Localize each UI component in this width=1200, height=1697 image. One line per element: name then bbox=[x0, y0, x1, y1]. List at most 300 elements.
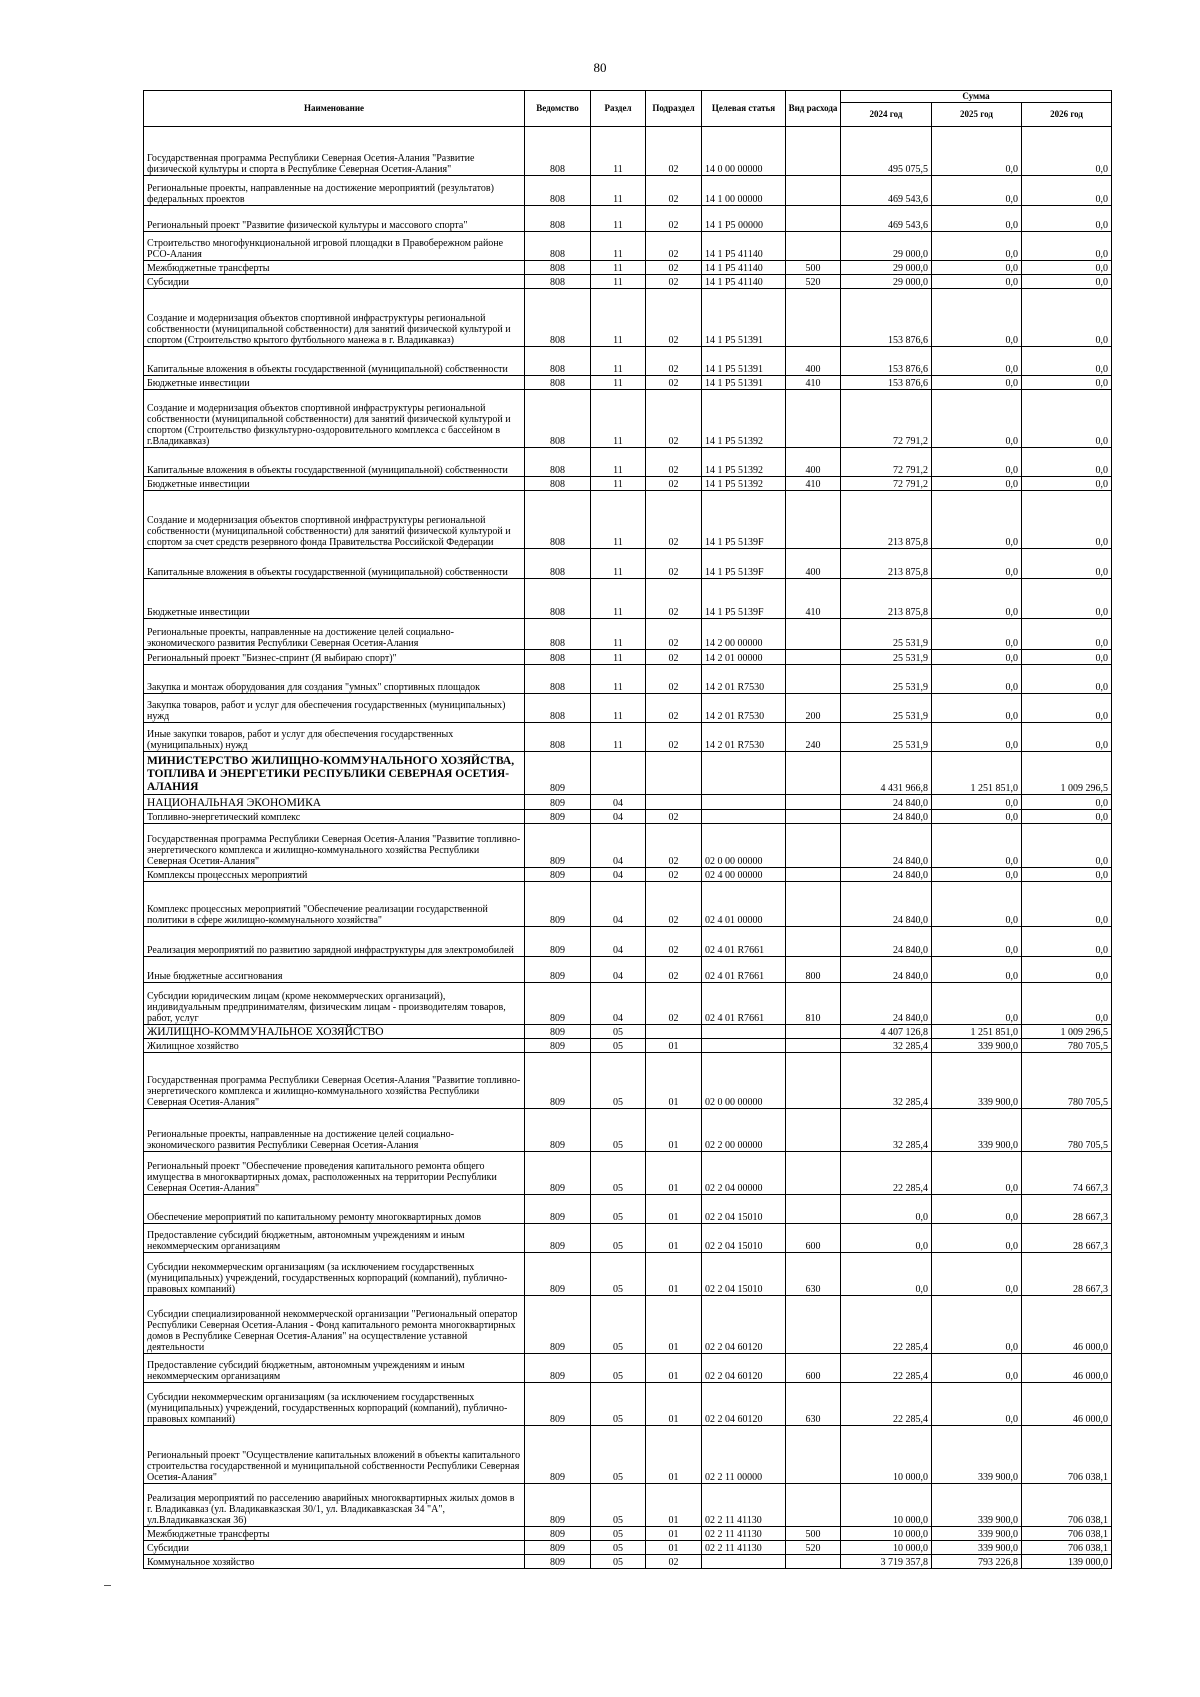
header-name: Наименование bbox=[144, 91, 525, 127]
row-razdel: 11 bbox=[591, 127, 646, 176]
row-name: Государственная программа Республики Северная Осетия-Алания "Развитие топливно-энергетического комплекса и жилищно-коммунального хозяйства Республики Северная Осетия-Алания" bbox=[144, 824, 525, 868]
row-sum-2025: 0,0 bbox=[932, 694, 1022, 723]
row-sum-2025: 0,0 bbox=[932, 275, 1022, 289]
row-target-article: 14 1 P5 41140 bbox=[702, 275, 786, 289]
row-sum-2025: 0,0 bbox=[932, 1224, 1022, 1253]
row-vedomstvo: 809 bbox=[525, 1152, 591, 1195]
row-sum-2024: 10 000,0 bbox=[841, 1527, 932, 1541]
row-sum-2024: 0,0 bbox=[841, 1224, 932, 1253]
row-name: Региональные проекты, направленные на достижение мероприятий (результатов) федеральных проектов bbox=[144, 176, 525, 206]
row-razdel: 11 bbox=[591, 448, 646, 477]
row-sum-2025: 0,0 bbox=[932, 665, 1022, 694]
row-razdel: 05 bbox=[591, 1354, 646, 1383]
row-sum-2025: 0,0 bbox=[932, 347, 1022, 376]
row-razdel: 04 bbox=[591, 957, 646, 983]
row-razdel: 04 bbox=[591, 795, 646, 810]
row-razdel: 05 bbox=[591, 1053, 646, 1109]
row-sum-2026: 0,0 bbox=[1022, 549, 1112, 579]
row-razdel: 11 bbox=[591, 549, 646, 579]
row-vedomstvo: 809 bbox=[525, 1053, 591, 1109]
row-sum-2026: 0,0 bbox=[1022, 390, 1112, 448]
row-name: Субсидии специализированной некоммерческой организации "Региональный оператор Республики Северная Осетия-Алания - Фонд капитального ремонта многоквартирных домов в Республике Северная Осетия-Алания" на осуществление уставной деятельности bbox=[144, 1296, 525, 1354]
row-podrazdel: 02 bbox=[646, 694, 702, 723]
row-sum-2024: 4 431 966,8 bbox=[841, 752, 932, 795]
row-podrazdel: 02 bbox=[646, 477, 702, 491]
row-name: Комплексы процессных мероприятий bbox=[144, 868, 525, 882]
table-row bbox=[144, 232, 1112, 261]
row-vedomstvo: 809 bbox=[525, 824, 591, 868]
row-name: Создание и модернизация объектов спортивной инфраструктуры региональной собственности (муниципальной собственности) для занятий физической культурой и спортом (Строительство крытого футбольного манежа в г. Владикавказ) bbox=[144, 289, 525, 347]
row-razdel: 04 bbox=[591, 810, 646, 824]
row-sum-2026: 0,0 bbox=[1022, 983, 1112, 1025]
row-expense-type bbox=[786, 868, 841, 882]
row-sum-2026: 706 038,1 bbox=[1022, 1527, 1112, 1541]
row-razdel: 11 bbox=[591, 206, 646, 232]
row-razdel: 05 bbox=[591, 1109, 646, 1152]
row-expense-type bbox=[786, 795, 841, 810]
row-sum-2025: 339 900,0 bbox=[932, 1109, 1022, 1152]
row-podrazdel: 02 bbox=[646, 549, 702, 579]
row-name: Комплекс процессных мероприятий "Обеспечение реализации государственной политики в сфере жилищно-коммунального хозяйства" bbox=[144, 882, 525, 927]
row-razdel: 05 bbox=[591, 1555, 646, 1569]
row-podrazdel: 02 bbox=[646, 261, 702, 275]
row-vedomstvo: 809 bbox=[525, 1025, 591, 1039]
row-expense-type bbox=[786, 665, 841, 694]
row-sum-2026: 46 000,0 bbox=[1022, 1296, 1112, 1354]
row-podrazdel: 01 bbox=[646, 1383, 702, 1426]
row-expense-type bbox=[786, 810, 841, 824]
row-expense-type bbox=[786, 1152, 841, 1195]
row-expense-type bbox=[786, 824, 841, 868]
row-podrazdel: 02 bbox=[646, 448, 702, 477]
row-sum-2025: 1 251 851,0 bbox=[932, 752, 1022, 795]
table-row bbox=[144, 1527, 1112, 1541]
row-podrazdel: 01 bbox=[646, 1039, 702, 1053]
row-expense-type: 630 bbox=[786, 1383, 841, 1426]
row-name: Государственная программа Республики Северная Осетия-Алания "Развитие физической культуры и спорта в Республике Северная Осетия-Алания" bbox=[144, 127, 525, 176]
row-name: Межбюджетные трансферты bbox=[144, 261, 525, 275]
row-target-article: 14 1 P5 41140 bbox=[702, 261, 786, 275]
row-target-article: 14 2 01 R7530 bbox=[702, 723, 786, 752]
row-sum-2025: 0,0 bbox=[932, 176, 1022, 206]
table-row bbox=[144, 376, 1112, 390]
table-row bbox=[144, 491, 1112, 549]
row-target-article bbox=[702, 1039, 786, 1053]
row-name: Реализация мероприятий по расселению аварийных многоквартирных жилых домов в г. Владикавказ (ул. Владикавказская 30/1, ул. Владикавказская 34 "А", ул.Владикавказская 36) bbox=[144, 1484, 525, 1527]
row-vedomstvo: 808 bbox=[525, 723, 591, 752]
row-sum-2024: 29 000,0 bbox=[841, 232, 932, 261]
row-target-article: 14 1 P5 00000 bbox=[702, 206, 786, 232]
row-vedomstvo: 809 bbox=[525, 1541, 591, 1555]
row-vedomstvo: 809 bbox=[525, 1354, 591, 1383]
row-expense-type bbox=[786, 1025, 841, 1039]
row-sum-2026: 780 705,5 bbox=[1022, 1109, 1112, 1152]
table-row bbox=[144, 289, 1112, 347]
row-expense-type bbox=[786, 206, 841, 232]
row-sum-2026: 28 667,3 bbox=[1022, 1195, 1112, 1224]
row-sum-2026: 780 705,5 bbox=[1022, 1039, 1112, 1053]
row-vedomstvo: 808 bbox=[525, 694, 591, 723]
row-razdel: 11 bbox=[591, 376, 646, 390]
row-expense-type: 410 bbox=[786, 477, 841, 491]
table-row bbox=[144, 927, 1112, 957]
row-target-article: 02 2 04 60120 bbox=[702, 1354, 786, 1383]
row-name: Капитальные вложения в объекты государственной (муниципальной) собственности bbox=[144, 549, 525, 579]
row-sum-2024: 29 000,0 bbox=[841, 275, 932, 289]
row-expense-type: 520 bbox=[786, 275, 841, 289]
row-sum-2024: 24 840,0 bbox=[841, 927, 932, 957]
table-row bbox=[144, 957, 1112, 983]
row-target-article: 02 2 00 00000 bbox=[702, 1109, 786, 1152]
row-sum-2025: 0,0 bbox=[932, 824, 1022, 868]
row-sum-2026: 74 667,3 bbox=[1022, 1152, 1112, 1195]
row-sum-2025: 793 226,8 bbox=[932, 1555, 1022, 1569]
row-vedomstvo: 808 bbox=[525, 665, 591, 694]
row-sum-2024: 25 531,9 bbox=[841, 723, 932, 752]
row-target-article: 02 4 01 R7661 bbox=[702, 927, 786, 957]
row-sum-2024: 24 840,0 bbox=[841, 795, 932, 810]
table-row bbox=[144, 1484, 1112, 1527]
row-razdel: 11 bbox=[591, 390, 646, 448]
row-sum-2024: 213 875,8 bbox=[841, 579, 932, 619]
row-sum-2024: 32 285,4 bbox=[841, 1039, 932, 1053]
row-sum-2025: 0,0 bbox=[932, 549, 1022, 579]
row-name: Региональные проекты, направленные на достижение целей социально-экономического развития Республики Северная Осетия-Алания bbox=[144, 619, 525, 650]
row-podrazdel: 01 bbox=[646, 1296, 702, 1354]
row-vedomstvo: 808 bbox=[525, 232, 591, 261]
table-row bbox=[144, 1195, 1112, 1224]
row-sum-2026: 0,0 bbox=[1022, 232, 1112, 261]
row-target-article: 14 1 P5 5139F bbox=[702, 549, 786, 579]
row-target-article: 14 1 P5 51391 bbox=[702, 376, 786, 390]
row-name: Межбюджетные трансферты bbox=[144, 1527, 525, 1541]
row-target-article bbox=[702, 1555, 786, 1569]
row-expense-type bbox=[786, 1039, 841, 1053]
row-podrazdel: 02 bbox=[646, 232, 702, 261]
row-vedomstvo: 809 bbox=[525, 1527, 591, 1541]
table-row bbox=[144, 1426, 1112, 1484]
table-row bbox=[144, 206, 1112, 232]
row-vedomstvo: 808 bbox=[525, 619, 591, 650]
row-sum-2024: 10 000,0 bbox=[841, 1484, 932, 1527]
row-expense-type bbox=[786, 289, 841, 347]
table-row bbox=[144, 868, 1112, 882]
row-sum-2025: 0,0 bbox=[932, 810, 1022, 824]
row-sum-2025: 0,0 bbox=[932, 1354, 1022, 1383]
row-expense-type bbox=[786, 176, 841, 206]
row-sum-2024: 22 285,4 bbox=[841, 1152, 932, 1195]
row-expense-type: 400 bbox=[786, 549, 841, 579]
row-vedomstvo: 809 bbox=[525, 1383, 591, 1426]
row-sum-2024: 72 791,2 bbox=[841, 477, 932, 491]
row-target-article: 02 2 11 41130 bbox=[702, 1541, 786, 1555]
row-sum-2025: 0,0 bbox=[932, 1152, 1022, 1195]
table-row bbox=[144, 390, 1112, 448]
row-vedomstvo: 808 bbox=[525, 390, 591, 448]
row-name: Бюджетные инвестиции bbox=[144, 579, 525, 619]
row-expense-type: 500 bbox=[786, 261, 841, 275]
row-sum-2026: 0,0 bbox=[1022, 448, 1112, 477]
row-sum-2026: 0,0 bbox=[1022, 579, 1112, 619]
row-name: Бюджетные инвестиции bbox=[144, 376, 525, 390]
row-sum-2025: 0,0 bbox=[932, 650, 1022, 665]
row-razdel: 05 bbox=[591, 1296, 646, 1354]
row-razdel: 11 bbox=[591, 619, 646, 650]
row-target-article: 02 2 04 15010 bbox=[702, 1195, 786, 1224]
row-name: Региональный проект "Развитие физической культуры и массового спорта" bbox=[144, 206, 525, 232]
row-podrazdel: 02 bbox=[646, 650, 702, 665]
row-sum-2026: 706 038,1 bbox=[1022, 1541, 1112, 1555]
row-razdel: 05 bbox=[591, 1253, 646, 1296]
row-sum-2025: 0,0 bbox=[932, 206, 1022, 232]
row-sum-2024: 22 285,4 bbox=[841, 1296, 932, 1354]
row-podrazdel: 02 bbox=[646, 723, 702, 752]
row-sum-2024: 25 531,9 bbox=[841, 694, 932, 723]
row-sum-2024: 153 876,6 bbox=[841, 376, 932, 390]
table-row bbox=[144, 723, 1112, 752]
row-name: Создание и модернизация объектов спортивной инфраструктуры региональной собственности (муниципальной собственности) для занятий физической культурой и спортом за счет средств резервного фонда Правительства Российской Федерации bbox=[144, 491, 525, 549]
row-sum-2025: 0,0 bbox=[932, 927, 1022, 957]
row-podrazdel: 02 bbox=[646, 390, 702, 448]
row-sum-2025: 0,0 bbox=[932, 983, 1022, 1025]
row-vedomstvo: 809 bbox=[525, 1109, 591, 1152]
table-row bbox=[144, 1296, 1112, 1354]
row-vedomstvo: 809 bbox=[525, 1484, 591, 1527]
row-target-article: 02 2 11 41130 bbox=[702, 1527, 786, 1541]
table-row bbox=[144, 1039, 1112, 1053]
row-sum-2026: 0,0 bbox=[1022, 127, 1112, 176]
table-row bbox=[144, 619, 1112, 650]
row-sum-2026: 0,0 bbox=[1022, 261, 1112, 275]
row-sum-2025: 1 251 851,0 bbox=[932, 1025, 1022, 1039]
row-razdel: 11 bbox=[591, 347, 646, 376]
row-podrazdel: 01 bbox=[646, 1053, 702, 1109]
row-name: Капитальные вложения в объекты государственной (муниципальной) собственности bbox=[144, 448, 525, 477]
row-target-article: 02 2 04 15010 bbox=[702, 1224, 786, 1253]
row-name: Жилищное хозяйство bbox=[144, 1039, 525, 1053]
row-razdel: 05 bbox=[591, 1039, 646, 1053]
row-vedomstvo: 808 bbox=[525, 650, 591, 665]
row-razdel: 11 bbox=[591, 289, 646, 347]
row-vedomstvo: 808 bbox=[525, 477, 591, 491]
row-podrazdel: 01 bbox=[646, 1541, 702, 1555]
row-sum-2025: 0,0 bbox=[932, 376, 1022, 390]
row-podrazdel: 02 bbox=[646, 957, 702, 983]
row-sum-2026: 0,0 bbox=[1022, 824, 1112, 868]
row-podrazdel: 02 bbox=[646, 824, 702, 868]
table-row bbox=[144, 261, 1112, 275]
row-expense-type bbox=[786, 619, 841, 650]
row-target-article bbox=[702, 810, 786, 824]
row-razdel: 04 bbox=[591, 927, 646, 957]
row-vedomstvo: 809 bbox=[525, 1555, 591, 1569]
table-row bbox=[144, 549, 1112, 579]
row-expense-type: 240 bbox=[786, 723, 841, 752]
row-razdel: 05 bbox=[591, 1541, 646, 1555]
row-sum-2024: 29 000,0 bbox=[841, 261, 932, 275]
row-sum-2025: 339 900,0 bbox=[932, 1053, 1022, 1109]
table-row bbox=[144, 665, 1112, 694]
row-sum-2024: 24 840,0 bbox=[841, 868, 932, 882]
row-sum-2026: 0,0 bbox=[1022, 619, 1112, 650]
row-sum-2026: 0,0 bbox=[1022, 491, 1112, 549]
row-vedomstvo: 808 bbox=[525, 448, 591, 477]
table-row bbox=[144, 448, 1112, 477]
row-razdel: 05 bbox=[591, 1025, 646, 1039]
row-sum-2025: 0,0 bbox=[932, 127, 1022, 176]
row-sum-2025: 0,0 bbox=[932, 390, 1022, 448]
row-sum-2024: 32 285,4 bbox=[841, 1053, 932, 1109]
table-body bbox=[144, 127, 1112, 1569]
row-sum-2026: 0,0 bbox=[1022, 927, 1112, 957]
row-name: Обеспечение мероприятий по капитальному ремонту многоквартирных домов bbox=[144, 1195, 525, 1224]
row-target-article: 14 1 P5 51392 bbox=[702, 477, 786, 491]
row-podrazdel bbox=[646, 1025, 702, 1039]
row-razdel: 11 bbox=[591, 275, 646, 289]
header-year-2024: 2024 год bbox=[841, 103, 932, 127]
row-target-article: 14 1 P5 5139F bbox=[702, 579, 786, 619]
table-row bbox=[144, 1253, 1112, 1296]
row-sum-2025: 0,0 bbox=[932, 579, 1022, 619]
row-expense-type: 400 bbox=[786, 448, 841, 477]
row-razdel: 05 bbox=[591, 1527, 646, 1541]
row-sum-2025: 0,0 bbox=[932, 723, 1022, 752]
row-podrazdel: 01 bbox=[646, 1109, 702, 1152]
row-target-article: 02 0 00 00000 bbox=[702, 1053, 786, 1109]
row-name: Создание и модернизация объектов спортивной инфраструктуры региональной собственности (муниципальной собственности) для занятий физической культурой и спортом (Строительство физкультурно-оздоровительного комплекса с бассейном в г.Владикавказ) bbox=[144, 390, 525, 448]
table-row bbox=[144, 579, 1112, 619]
row-podrazdel: 02 bbox=[646, 491, 702, 549]
row-sum-2025: 0,0 bbox=[932, 232, 1022, 261]
row-razdel: 11 bbox=[591, 723, 646, 752]
row-razdel: 04 bbox=[591, 983, 646, 1025]
header-podrazdel: Подраздел bbox=[646, 91, 702, 127]
row-expense-type: 500 bbox=[786, 1527, 841, 1541]
row-vedomstvo: 808 bbox=[525, 549, 591, 579]
row-podrazdel: 02 bbox=[646, 665, 702, 694]
budget-table bbox=[143, 90, 1112, 1569]
row-target-article: 14 1 P5 51392 bbox=[702, 390, 786, 448]
header-sum: Сумма bbox=[841, 91, 1112, 103]
row-sum-2025: 0,0 bbox=[932, 1253, 1022, 1296]
row-sum-2026: 0,0 bbox=[1022, 206, 1112, 232]
row-sum-2024: 10 000,0 bbox=[841, 1426, 932, 1484]
row-sum-2025: 0,0 bbox=[932, 289, 1022, 347]
row-sum-2026: 28 667,3 bbox=[1022, 1224, 1112, 1253]
row-sum-2025: 0,0 bbox=[932, 448, 1022, 477]
row-name: МИНИСТЕРСТВО ЖИЛИЩНО-КОММУНАЛЬНОГО ХОЗЯЙСТВА, ТОПЛИВА И ЭНЕРГЕТИКИ РЕСПУБЛИКИ СЕВЕРНАЯ ОСЕТИЯ-АЛАНИЯ bbox=[144, 752, 525, 795]
row-sum-2025: 339 900,0 bbox=[932, 1527, 1022, 1541]
header-target-article: Целевая статья bbox=[702, 91, 786, 127]
row-sum-2024: 213 875,8 bbox=[841, 549, 932, 579]
row-vedomstvo: 808 bbox=[525, 176, 591, 206]
table-row bbox=[144, 752, 1112, 795]
row-expense-type: 520 bbox=[786, 1541, 841, 1555]
table-row bbox=[144, 1109, 1112, 1152]
row-target-article: 02 2 11 41130 bbox=[702, 1484, 786, 1527]
row-target-article: 14 2 01 00000 bbox=[702, 650, 786, 665]
row-expense-type: 600 bbox=[786, 1224, 841, 1253]
row-expense-type bbox=[786, 927, 841, 957]
row-vedomstvo: 808 bbox=[525, 579, 591, 619]
row-name: Топливно-энергетический комплекс bbox=[144, 810, 525, 824]
row-target-article: 14 2 01 R7530 bbox=[702, 665, 786, 694]
row-podrazdel: 02 bbox=[646, 927, 702, 957]
row-podrazdel: 02 bbox=[646, 1555, 702, 1569]
row-sum-2024: 0,0 bbox=[841, 1253, 932, 1296]
row-razdel: 05 bbox=[591, 1224, 646, 1253]
row-name: Региональные проекты, направленные на достижение целей социально-экономического развития Республики Северная Осетия-Алания bbox=[144, 1109, 525, 1152]
row-vedomstvo: 809 bbox=[525, 1296, 591, 1354]
row-target-article: 02 2 04 00000 bbox=[702, 1152, 786, 1195]
row-sum-2026: 0,0 bbox=[1022, 376, 1112, 390]
row-razdel: 04 bbox=[591, 868, 646, 882]
row-vedomstvo: 809 bbox=[525, 927, 591, 957]
table-row bbox=[144, 824, 1112, 868]
table-row bbox=[144, 810, 1112, 824]
row-expense-type bbox=[786, 1109, 841, 1152]
row-sum-2024: 213 875,8 bbox=[841, 491, 932, 549]
row-vedomstvo: 808 bbox=[525, 127, 591, 176]
row-expense-type bbox=[786, 1296, 841, 1354]
row-sum-2026: 0,0 bbox=[1022, 176, 1112, 206]
row-name: Субсидии юридическим лицам (кроме некоммерческих организаций), индивидуальным предпринимателям, физическим лицам - производителям товаров, работ, услуг bbox=[144, 983, 525, 1025]
row-expense-type bbox=[786, 1484, 841, 1527]
row-target-article: 02 2 04 60120 bbox=[702, 1383, 786, 1426]
row-razdel: 11 bbox=[591, 650, 646, 665]
row-sum-2026: 0,0 bbox=[1022, 347, 1112, 376]
table-row bbox=[144, 882, 1112, 927]
row-razdel: 05 bbox=[591, 1484, 646, 1527]
table-row bbox=[144, 983, 1112, 1025]
table-row bbox=[144, 694, 1112, 723]
row-name: Государственная программа Республики Северная Осетия-Алания "Развитие топливно-энергетического комплекса и жилищно-коммунального хозяйства Республики Северная Осетия-Алания" bbox=[144, 1053, 525, 1109]
row-target-article: 14 1 P5 41140 bbox=[702, 232, 786, 261]
row-name: Коммунальное хозяйство bbox=[144, 1555, 525, 1569]
row-razdel: 11 bbox=[591, 477, 646, 491]
row-razdel: 04 bbox=[591, 882, 646, 927]
row-podrazdel: 02 bbox=[646, 579, 702, 619]
row-expense-type bbox=[786, 390, 841, 448]
row-vedomstvo: 809 bbox=[525, 795, 591, 810]
row-podrazdel: 01 bbox=[646, 1484, 702, 1527]
row-target-article: 02 4 01 R7661 bbox=[702, 983, 786, 1025]
row-target-article: 02 4 00 00000 bbox=[702, 868, 786, 882]
row-vedomstvo: 809 bbox=[525, 868, 591, 882]
row-sum-2024: 25 531,9 bbox=[841, 665, 932, 694]
row-sum-2025: 0,0 bbox=[932, 957, 1022, 983]
row-podrazdel: 02 bbox=[646, 619, 702, 650]
scan-mark bbox=[104, 1585, 111, 1586]
row-vedomstvo: 808 bbox=[525, 376, 591, 390]
row-target-article bbox=[702, 795, 786, 810]
row-sum-2024: 3 719 357,8 bbox=[841, 1555, 932, 1569]
row-name: Капитальные вложения в объекты государственной (муниципальной) собственности bbox=[144, 347, 525, 376]
header-year-2026: 2026 год bbox=[1022, 103, 1112, 127]
table-row bbox=[144, 347, 1112, 376]
row-expense-type bbox=[786, 882, 841, 927]
row-expense-type bbox=[786, 752, 841, 795]
row-name: Субсидии некоммерческим организациям (за исключением государственных (муниципальных) учреждений, государственных корпораций (компаний), публично-правовых компаний) bbox=[144, 1383, 525, 1426]
row-target-article: 14 1 P5 51391 bbox=[702, 289, 786, 347]
row-expense-type bbox=[786, 491, 841, 549]
row-sum-2026: 780 705,5 bbox=[1022, 1053, 1112, 1109]
row-name: Региональный проект "Обеспечение проведения капитального ремонта общего имущества в многоквартирных домах, расположенных на территории Республики Северная Осетия-Алания" bbox=[144, 1152, 525, 1195]
row-podrazdel bbox=[646, 795, 702, 810]
row-sum-2026: 46 000,0 bbox=[1022, 1354, 1112, 1383]
table-row bbox=[144, 1555, 1112, 1569]
row-sum-2025: 0,0 bbox=[932, 795, 1022, 810]
